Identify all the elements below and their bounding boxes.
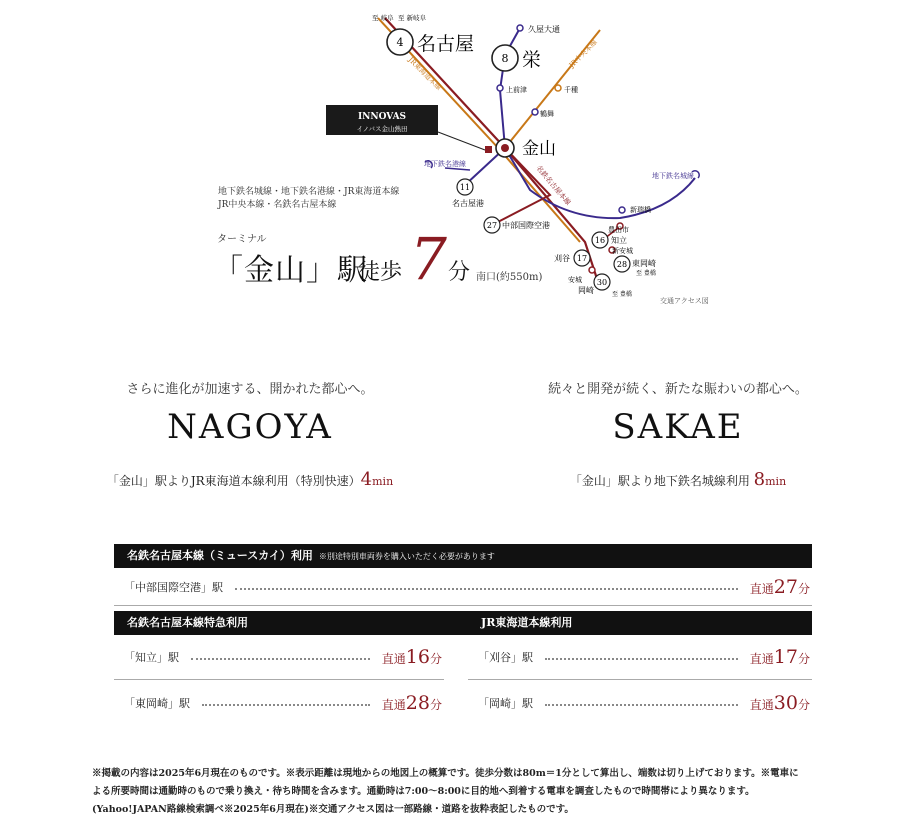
destination-route: 「金山」駅よりJR東海道本線利用（特別快速）4min [106,469,394,490]
destination-nagoya [80,378,420,490]
meitetsu-express-section [114,611,444,725]
line-list: 地下鉄名城線・地下鉄名港線・JR東海道本線 JR中央本線・名鉄名古屋本線 [218,187,400,210]
table-row: 「中部国際空港」駅 直通27分 [114,568,812,606]
svg-text:16: 16 [594,236,606,245]
station-name: 「金山」駅 [213,253,368,288]
svg-text:名古屋: 名古屋 [417,33,475,55]
station-nagoyako-marker [452,179,484,208]
svg-text:栄: 栄 [522,49,542,71]
destination-name: NAGOYA [167,407,333,447]
svg-text:28: 28 [616,260,628,269]
footnote: ※掲載の内容は2025年6月現在のものです。※表示距離は現地からの地図上の概算です。徒歩分数は80m＝1分として算出し、端数は切り上げております。※電車による所要時間は通勤時のもので乗り換え・待ち時間を含みます。通勤時は7:00～8:00に目的地へ到着する電車を調査したもので時間帯により異なります。(Yahoo!JAPAN路線検索調べ※2025年6月現在)※交通アクセス図は一部路線・道路を抜粋表記したものです。 [92,768,799,815]
svg-text:上前津: 上前津 [506,86,527,94]
svg-text:岡崎: 岡崎 [578,286,594,295]
svg-text:中部国際空港: 中部国際空港 [502,221,550,230]
svg-text:新安城: 新安城 [612,247,633,255]
svg-text:東岡崎: 東岡崎 [632,259,656,268]
section-header: JR東海道本線利用 [481,616,573,629]
destination-route: 「金山」駅より地下鉄名城線利用 8min [569,469,787,490]
map-caption: 交通アクセス図 [660,297,709,305]
walk-unit: 分 [448,260,471,285]
leader-dots [235,588,738,590]
table-row: 「知立」駅 直通16分 [114,635,444,680]
building-title: INNOVAS [357,112,407,122]
svg-text:地下鉄名港線: 地下鉄名港線 [424,160,466,168]
walk-word: 徒歩 [358,260,403,285]
svg-text:金山: 金山 [522,139,556,159]
svg-text:刈谷: 刈谷 [554,254,570,263]
svg-text:30: 30 [596,278,608,287]
svg-text:11: 11 [459,183,471,192]
destination-name: SAKAE [612,407,744,447]
table-row: 「岡崎」駅 直通30分 [478,691,810,714]
destination-subtitle: さらに進化が加速する、開かれた都心へ。 [126,382,374,397]
station-chubu-marker [484,217,550,233]
table-row: 「刈谷」駅 直通17分 [468,635,812,680]
svg-text:8: 8 [501,52,509,65]
destination-sakae [508,378,848,490]
svg-text:至 豊橋: 至 豊橋 [636,270,656,277]
walk-note: 南口(約550m) [476,272,543,283]
terminal-label: ターミナル [217,234,267,245]
svg-text:名古屋港: 名古屋港 [452,199,484,208]
svg-text:千種: 千種 [564,86,578,94]
svg-text:知立: 知立 [611,236,627,245]
station-kariya-marker [554,250,590,266]
svg-text:地下鉄名城線: 地下鉄名城線 [652,172,694,180]
svg-text:名鉄名古屋本線: 名鉄名古屋本線 [534,164,573,207]
svg-text:鶴舞: 鶴舞 [540,110,554,118]
station-sakae-marker [492,45,541,71]
svg-text:新瑞橋: 新瑞橋 [630,206,651,214]
svg-text:JR東海道本線: JR東海道本線 [406,55,443,92]
walk-minutes: 7 [410,225,447,293]
station-kanayama-marker [496,139,556,159]
svg-text:至 新岐阜: 至 新岐阜 [398,14,427,22]
svg-text:至 岐阜: 至 岐阜 [372,14,394,22]
svg-text:JR中央本線: JR中央本線 [567,38,599,70]
section-header: 名鉄名古屋本線（ミュースカイ）利用 ※別途特別車両券を購入いただく必要があります [114,544,812,568]
svg-text:久屋大通: 久屋大通 [528,25,560,34]
svg-text:豊田市: 豊田市 [608,226,629,234]
meitetsu-mu-section [114,544,812,606]
destination-subtitle: 続々と開発が続く、新たな賑わいの都心へ。 [548,382,808,397]
svg-text:27: 27 [486,221,498,230]
svg-text:4: 4 [396,36,404,49]
jr-tokaido-section [468,611,812,725]
building-subtitle: イノバス金山熱田 [356,125,408,133]
table-row: 「東岡崎」駅 直通28分 [124,691,442,714]
section-header: 名鉄名古屋本線特急利用 [127,616,248,629]
svg-text:17: 17 [576,254,588,263]
svg-text:安城: 安城 [568,276,582,284]
svg-text:至 豊橋: 至 豊橋 [612,291,632,298]
station-nagoya-marker [387,29,474,55]
station-okazaki-marker [578,274,610,295]
